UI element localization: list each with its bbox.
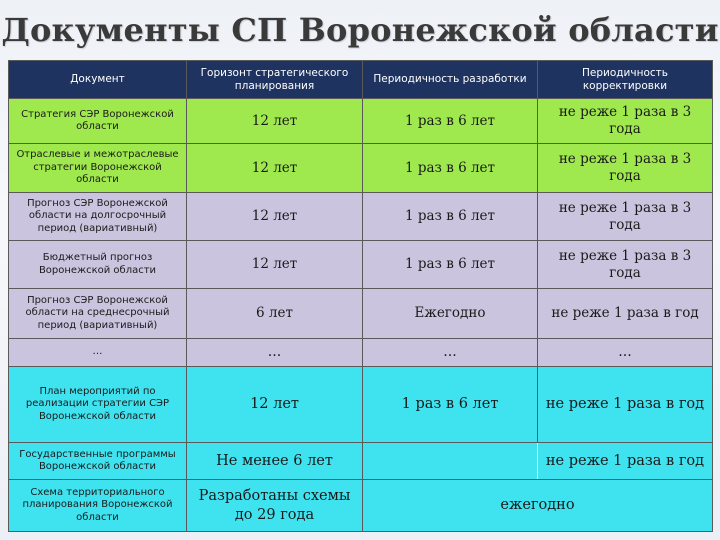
cell-horizon: 12 лет: [187, 367, 363, 443]
table-row: [9, 193, 713, 241]
cell-document: …: [9, 339, 187, 367]
cell-dev-period: 1 раз в 6 лет: [363, 193, 538, 241]
cell-document: Прогноз СЭР Воронежской области на долгосрочный период (вариативный): [9, 193, 187, 241]
cell-corr-period: не реже 1 раза в 3 года: [538, 144, 713, 193]
cell-document: Схема территориального планирования Воронежской области: [9, 480, 187, 532]
table-row: [9, 480, 713, 532]
cell-horizon: Разработаны схемы до 29 года: [187, 480, 363, 532]
table-row: [9, 144, 713, 193]
table-header-row: [9, 61, 713, 99]
cell-dev-period: 1 раз в 6 лет: [363, 99, 538, 144]
header-corr-period: Периодичность корректировки: [538, 61, 713, 99]
cell-dev-period: 1 раз в 6 лет: [363, 241, 538, 289]
cell-dev-period: …: [363, 339, 538, 367]
cell-dev-period: 1 раз в 6 лет: [363, 367, 538, 443]
cell-document: План мероприятий по реализации стратегии СЭР Воронежской области: [9, 367, 187, 443]
cell-document: Государственные программы Воронежской области: [9, 443, 187, 480]
table-row: [9, 443, 713, 480]
cell-horizon: 12 лет: [187, 193, 363, 241]
documents-table: [8, 60, 713, 532]
cell-horizon: 12 лет: [187, 144, 363, 193]
cell-horizon: 12 лет: [187, 241, 363, 289]
cell-horizon: 12 лет: [187, 99, 363, 144]
table-row: [9, 241, 713, 289]
cell-document: Стратегия СЭР Воронежской области: [9, 99, 187, 144]
cell-corr-period: не реже 1 раза в год: [538, 443, 713, 480]
cell-horizon: 6 лет: [187, 289, 363, 339]
table-row: [9, 99, 713, 144]
cell-corr-period: не реже 1 раза в год: [538, 289, 713, 339]
cell-corr-period: не реже 1 раза в 3 года: [538, 193, 713, 241]
cell-corr-period: ежегодно: [363, 480, 713, 532]
cell-dev-period: Ежегодно: [363, 289, 538, 339]
table-row: [9, 339, 713, 367]
cell-document: Бюджетный прогноз Воронежской области: [9, 241, 187, 289]
cell-dev-period: [363, 443, 538, 480]
table-row: [9, 289, 713, 339]
cell-corr-period: …: [538, 339, 713, 367]
cell-document: Отраслевые и межотраслевые стратегии Воронежской области: [9, 144, 187, 193]
cell-horizon: Не менее 6 лет: [187, 443, 363, 480]
table-row: [9, 367, 713, 443]
cell-corr-period: не реже 1 раза в год: [538, 367, 713, 443]
cell-corr-period: не реже 1 раза в 3 года: [538, 241, 713, 289]
header-document: Документ: [9, 61, 187, 99]
cell-dev-period: 1 раз в 6 лет: [363, 144, 538, 193]
header-dev-period: Периодичность разработки: [363, 61, 538, 99]
cell-corr-period: не реже 1 раза в 3 года: [538, 99, 713, 144]
header-horizon: Горизонт стратегического планирования: [187, 61, 363, 99]
cell-document: Прогноз СЭР Воронежской области на среднесрочный период (вариативный): [9, 289, 187, 339]
cell-horizon: …: [187, 339, 363, 367]
page-title: Документы СП Воронежской области: [1, 11, 719, 49]
